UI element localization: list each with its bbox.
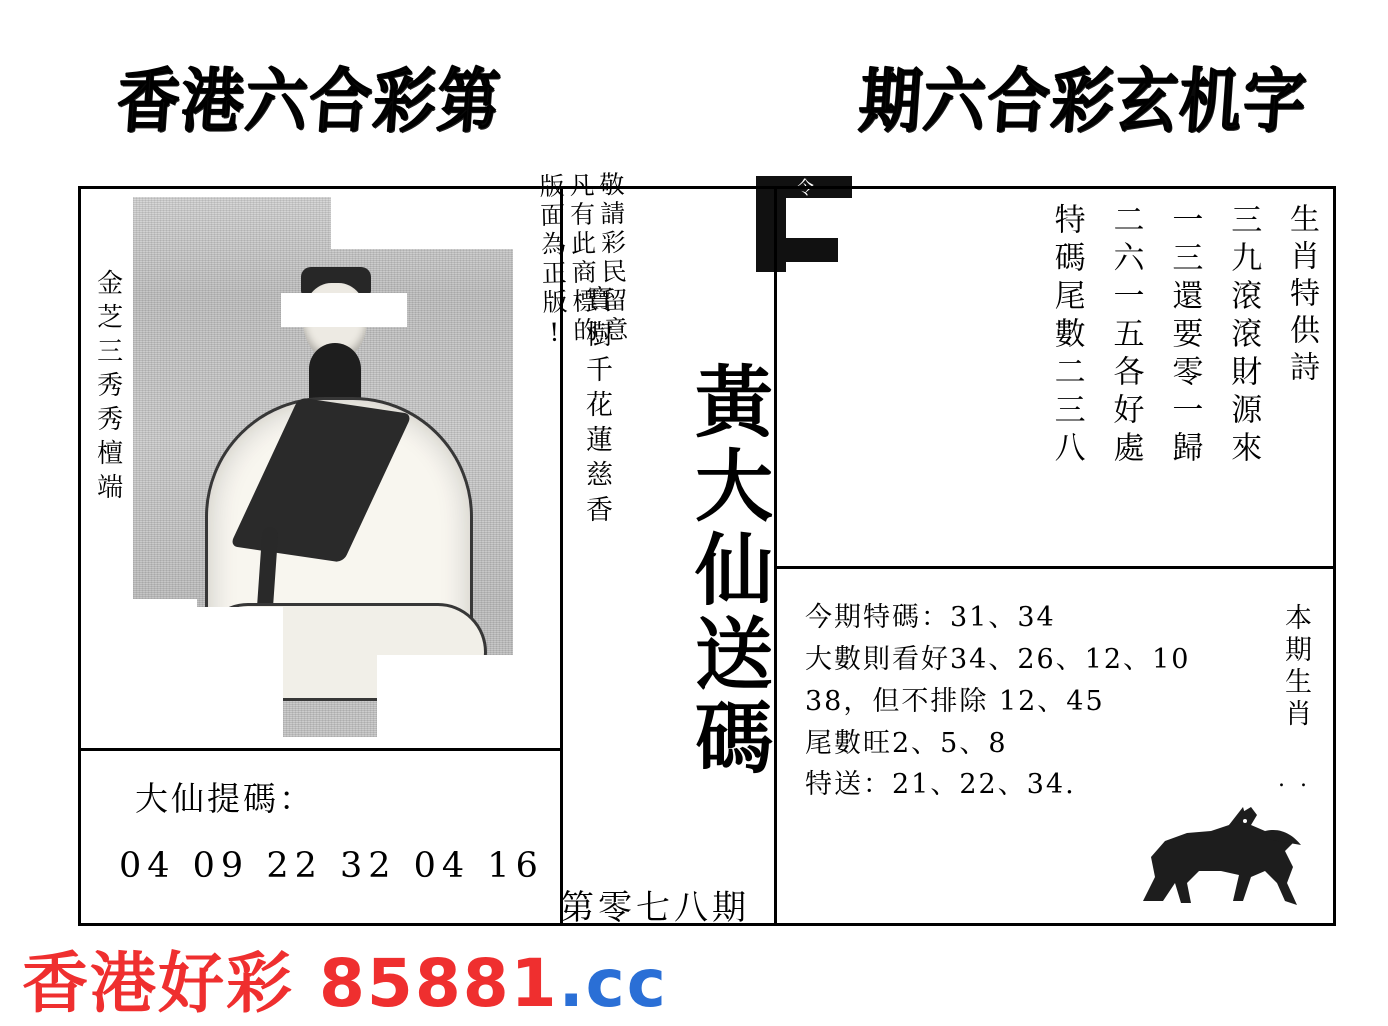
- forecast-line-3: 38，但不排除 12、45: [805, 685, 1105, 717]
- poem-line-4: 特碼尾數二三八: [1048, 203, 1085, 469]
- left-side-vertical-text: 金芝三秀秀檀端: [92, 269, 123, 507]
- forecast-line-5: 特送：21、22、34.: [805, 769, 1076, 801]
- masthead-right-title: 期六合彩玄机字: [856, 59, 1311, 142]
- notice-line-2: 凡有此商標的: [565, 171, 600, 347]
- poem-block: [777, 189, 1333, 569]
- middle-column: [563, 189, 777, 923]
- issue-number: 第零七八期: [560, 888, 750, 928]
- notice-line-1: 敬請彩民留意: [595, 170, 630, 346]
- zodiac-label: 本期生肖: [1280, 603, 1311, 731]
- poem-line-1: 三九滾滾財源來: [1225, 203, 1262, 469]
- right-column: [777, 189, 1333, 923]
- poem-title: 生肖特供詩: [1284, 203, 1319, 388]
- promo-tld: .cc: [558, 945, 668, 1022]
- promo-number: 85881: [318, 945, 559, 1022]
- forecast-line-4: 尾數旺2、5、8: [805, 727, 1008, 759]
- left-column: [81, 189, 563, 923]
- stamp-label: 令: [796, 178, 814, 199]
- horse-icon: [1125, 797, 1305, 917]
- tips-section: [81, 751, 560, 923]
- tips-title: 大仙提碼：: [135, 779, 315, 818]
- middle-small-vertical-text: 寶樹千花蓮慈香: [581, 285, 612, 530]
- poster-sheet: [78, 186, 1336, 926]
- deity-photo: [81, 189, 560, 751]
- forecast-line-2: 大數則看好34、26、12、10: [805, 643, 1191, 675]
- promo-brand: 香港好彩: [22, 945, 294, 1022]
- tips-numbers: 04 09 22 32 04 16: [119, 846, 544, 886]
- forecast-block: [777, 569, 1333, 923]
- middle-headline-vertical: 黃大仙送碼: [682, 361, 772, 781]
- masthead-left-title: 香港六合彩第: [114, 59, 505, 142]
- photo-frame: [133, 197, 513, 737]
- page-masthead: [114, 54, 1311, 142]
- promo-banner[interactable]: [22, 930, 668, 1025]
- poem-line-3: 二六一五各好處: [1107, 203, 1144, 469]
- zodiac-value: . .: [1278, 767, 1311, 792]
- forecast-line-1: 今期特碼：31、34: [805, 602, 1056, 633]
- notice-line-3: 版面為正版!: [535, 172, 570, 352]
- poem-line-2: 一三還要零一歸: [1166, 203, 1203, 469]
